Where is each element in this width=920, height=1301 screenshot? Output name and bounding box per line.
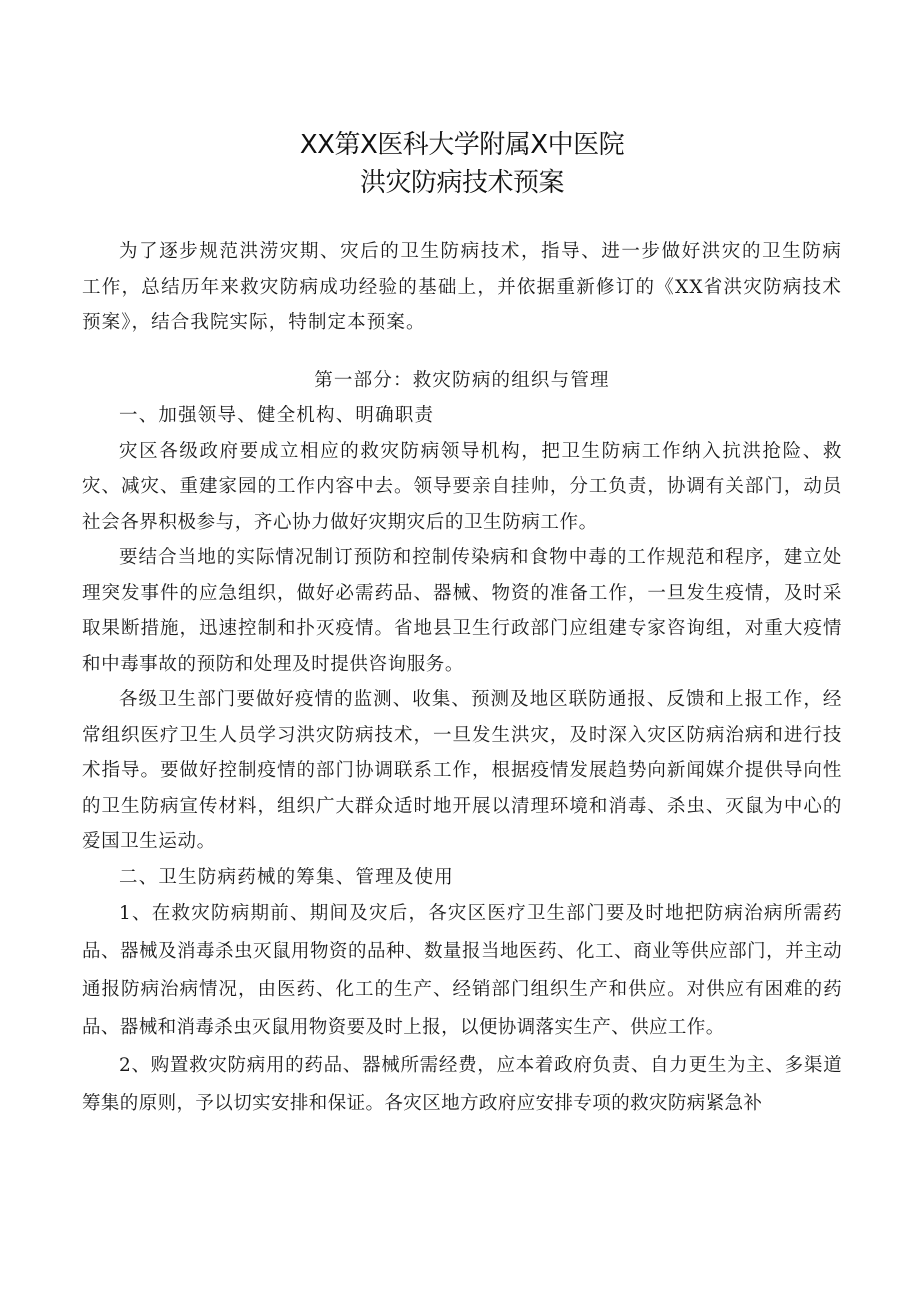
title-line-plan: 洪灾防病技术预案 (359, 168, 564, 198)
section-heading: 一、加强领导、健全机构、明确职责 (119, 405, 435, 426)
document-title (82, 126, 842, 202)
part-heading: 第一部分：救灾防病的组织与管理 (314, 369, 610, 391)
section-heading: 二、卫生防病药械的筹集、管理及使用 (119, 866, 454, 888)
body-paragraph: 要结合当地的实际情况制订预防和控制传染病和食物中毒的工作规范和程序，建立处理突发事件的应急组织，做好必需药品、器械、物资的准备工作，一旦发生疫情，及时采取果断措施，迅速控制和扑灭疫情。省地县卫生行政部门应组建专家咨询组，对重大疫情和中毒事故的预防和处理及时提供咨询服务。 (82, 547, 842, 675)
body-paragraph: 2、购置救灾防病用的药品、器械所需经费，应本着政府负责、自力更生为主、多渠道筹集的原则，予以切实安排和保证。各灾区地方政府应安排专项的救灾防病紧急补 (82, 1055, 842, 1114)
document-body (82, 234, 842, 1123)
intro-paragraph: 为了逐步规范洪涝灾期、灾后的卫生防病技术，指导、进一步做好洪灾的卫生防病工作，总结历年来救灾防病成功经验的基础上，并依据重新修订的《XX省洪灾防病技术预案》，结合我院实际，特制定本预案。 (82, 241, 842, 333)
body-paragraph: 灾区各级政府要成立相应的救灾防病领导机构，把卫生防病工作纳入抗洪抢险、救灾、减灾、重建家园的工作内容中去。领导要亲自挂帅，分工负责，协调有关部门，动员社会各界积极参与，齐心协力做好灾期灾后的卫生防病工作。 (82, 440, 842, 533)
body-paragraph: 1、在救灾防病期前、期间及灾后，各灾区医疗卫生部门要及时地把防病治病所需药品、器械及消毒杀虫灭鼠用物资的品种、数量报当地医药、化工、商业等供应部门，并主动通报防病治病情况，由医药、化工的生产、经销部门组织生产和供应。对供应有困难的药品、器械和消毒杀虫灭鼠用物资要及时上报，以便协调落实生产、供应工作。 (82, 903, 842, 1038)
title-line-hospital: XX第X医科大学附属X中医院 (299, 130, 625, 160)
body-paragraph: 各级卫生部门要做好疫情的监测、收集、预测及地区联防通报、反馈和上报工作，经常组织医疗卫生人员学习洪灾防病技术，一旦发生洪灾，及时深入灾区防病治病和进行技术指导。要做好控制疫情的部门协调联系工作，根据疫情发展趋势向新闻媒介提供导向性的卫生防病宣传材料，组织广大群众适时地开展以清理环境和消毒、杀虫、灭鼠为中心的爱国卫生运动。 (82, 689, 842, 852)
